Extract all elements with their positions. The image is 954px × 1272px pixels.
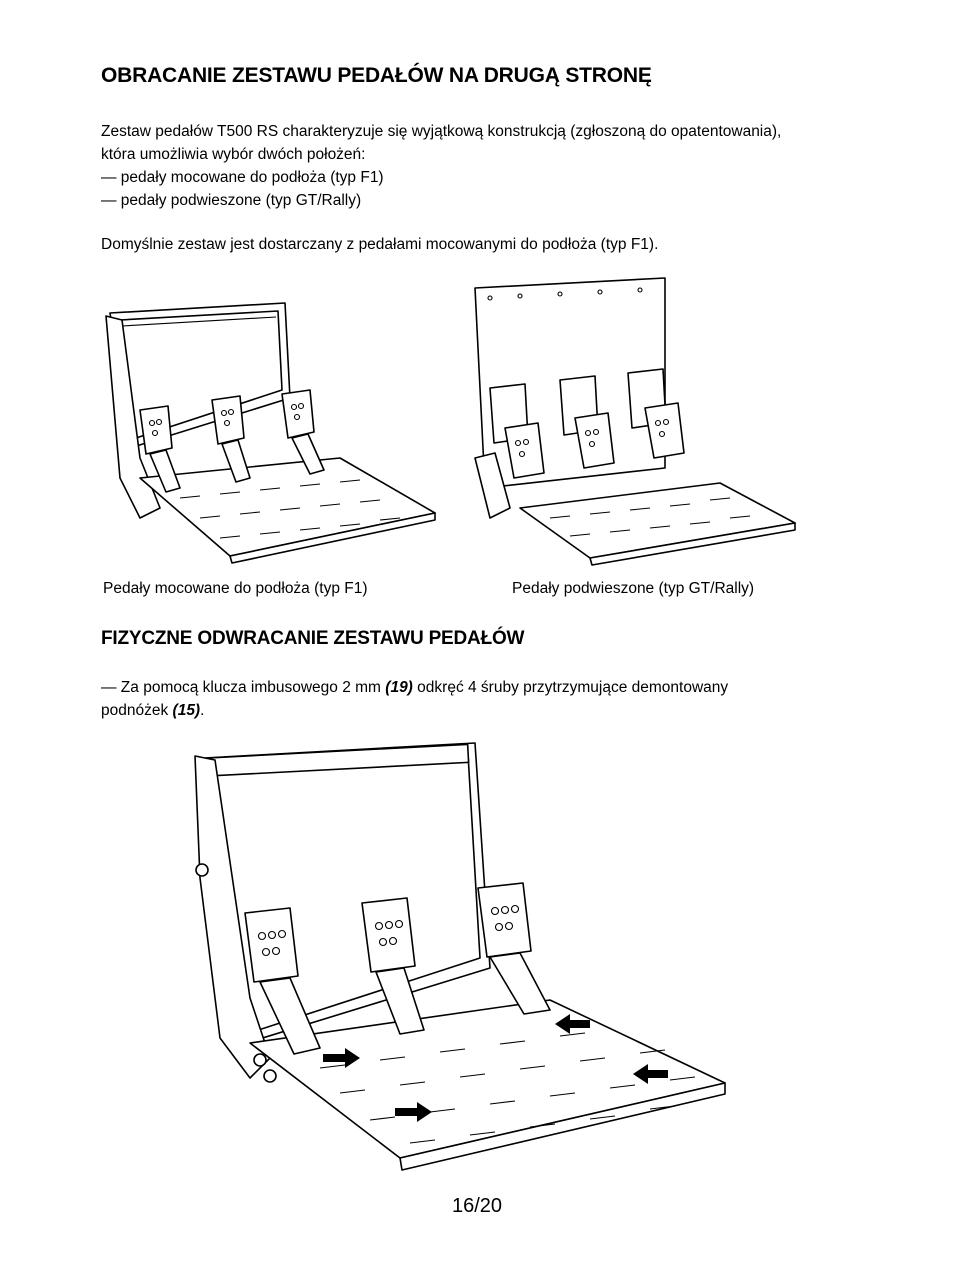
caption-f1: Pedały mocowane do podłoża (typ F1) — [103, 580, 368, 597]
step-text-end: . — [200, 702, 205, 719]
page-number: 16/20 — [451, 1195, 503, 1217]
step-instruction — [101, 676, 861, 722]
ref-allen-key: (19) — [385, 679, 413, 696]
section-title-flip: OBRACANIE ZESTAWU PEDAŁÓW NA DRUGĄ STRONĘ — [101, 64, 652, 87]
option-gt-rally: — pedały podwieszone (typ GT/Rally) — [101, 192, 362, 209]
pedals-gt-rally-illustration — [470, 278, 800, 568]
caption-gt-rally: Pedały podwieszone (typ GT/Rally) — [512, 580, 755, 597]
step-line-2 — [101, 699, 861, 722]
ref-footrest: (15) — [172, 702, 201, 719]
step-text-mid: odkręć 4 śruby przytrzymujące demontowany — [412, 679, 729, 696]
section-title-physical-flip: FIZYCZNE ODWRACANIE ZESTAWU PEDAŁÓW — [101, 628, 525, 649]
option-f1: — pedały mocowane do podłoża (typ F1) — [101, 169, 384, 186]
step-text-line2: podnóżek — [101, 702, 173, 719]
default-note: Domyślnie zestaw jest dostarczany z pedałami mocowanymi do podłoża (typ F1). — [101, 236, 659, 253]
pedals-f1-illustration — [100, 298, 440, 568]
intro-paragraph — [101, 120, 861, 212]
step-line-1 — [101, 676, 861, 699]
pedals-screws-illustration — [190, 738, 735, 1178]
intro-line-2: która umożliwia wybór dwóch położeń: — [101, 146, 366, 163]
step-text-prefix: — Za pomocą klucza imbusowego 2 mm — [101, 679, 386, 696]
intro-line-1: Zestaw pedałów T500 RS charakteryzuje się wyjątkową konstrukcją (zgłoszoną do opatentowania), — [101, 123, 782, 140]
